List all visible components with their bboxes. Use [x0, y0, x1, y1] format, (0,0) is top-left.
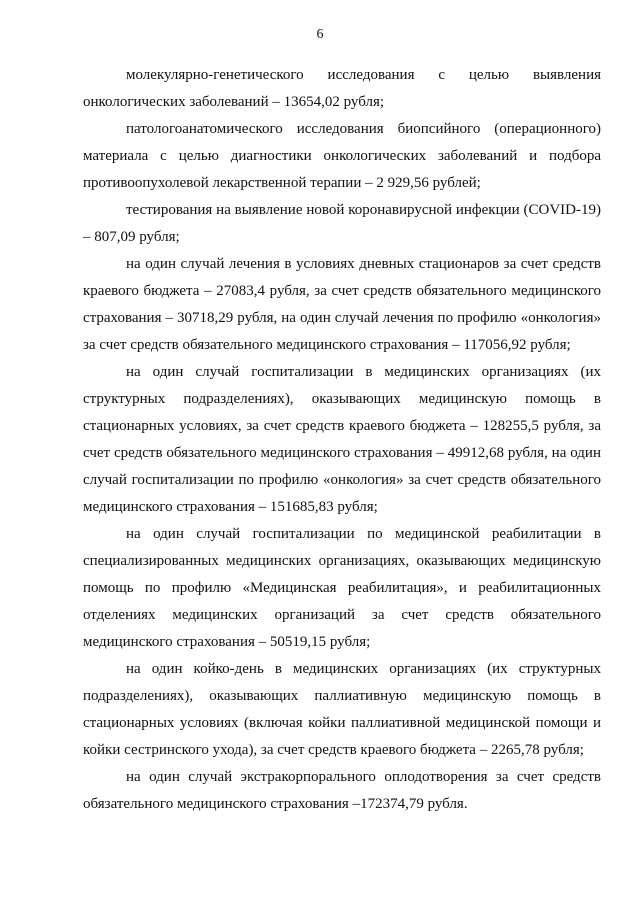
paragraph-ivf: на один случай экстракорпорального оплодотворения за счет средств обязательного медицинского страхования –172374,79 рубля. — [83, 769, 601, 812]
paragraph-palliative-bed-day: на один койко-день в медицинских организациях (их структурных подразделениях), оказывающих паллиативную медицинскую помощь в стационарных условиях (включая койки паллиативной медицинской помощи и койки сестринского ухода), за счет средств краевого бюджета – 2265,78 рубля; — [83, 661, 601, 758]
paragraph-molecular-genetic: молекулярно-генетического исследования с целью выявления онкологических заболеваний – 13654,02 рубля; — [83, 67, 601, 110]
paragraph-pathology: патологоанатомического исследования биопсийного (операционного) материала с целью диагностики онкологических заболеваний и подбора противоопухолевой лекарственной терапии – 2 929,56 рублей; — [83, 121, 601, 191]
page-number: 6 — [316, 27, 324, 42]
paragraph-rehabilitation: на один случай госпитализации по медицинской реабилитации в специализированных медицинских организациях, оказывающих медицинскую помощь по профилю «Медицинская реабилитация», и реабилитационных отделениях медицинских организаций за счет средств обязательного медицинского страхования – 50519,15 рубля; — [83, 526, 601, 650]
document-body — [83, 62, 601, 818]
paragraph-covid-testing: тестирования на выявление новой коронавирусной инфекции (COVID-19) – 807,09 рубля; — [83, 202, 601, 245]
paragraph-day-hospital: на один случай лечения в условиях дневных стационаров за счет средств краевого бюджета – 27083,4 рубля, за счет средств обязательного медицинского страхования – 30718,29 рубля, на один случай лечения по профилю «онкология» за счет средств обязательного медицинского страхования – 117056,92 рубля; — [83, 256, 601, 353]
paragraph-hospitalization: на один случай госпитализации в медицинских организациях (их структурных подразделениях), оказывающих медицинскую помощь в стационарных условиях, за счет средств краевого бюджета – 128255,5 рубля, за счет средств обязательного медицинского страхования – 49912,68 рубля, на один случай госпитализации по профилю «онкология» за счет средств обязательного медицинского страхования – 151685,83 рубля; — [83, 364, 601, 515]
